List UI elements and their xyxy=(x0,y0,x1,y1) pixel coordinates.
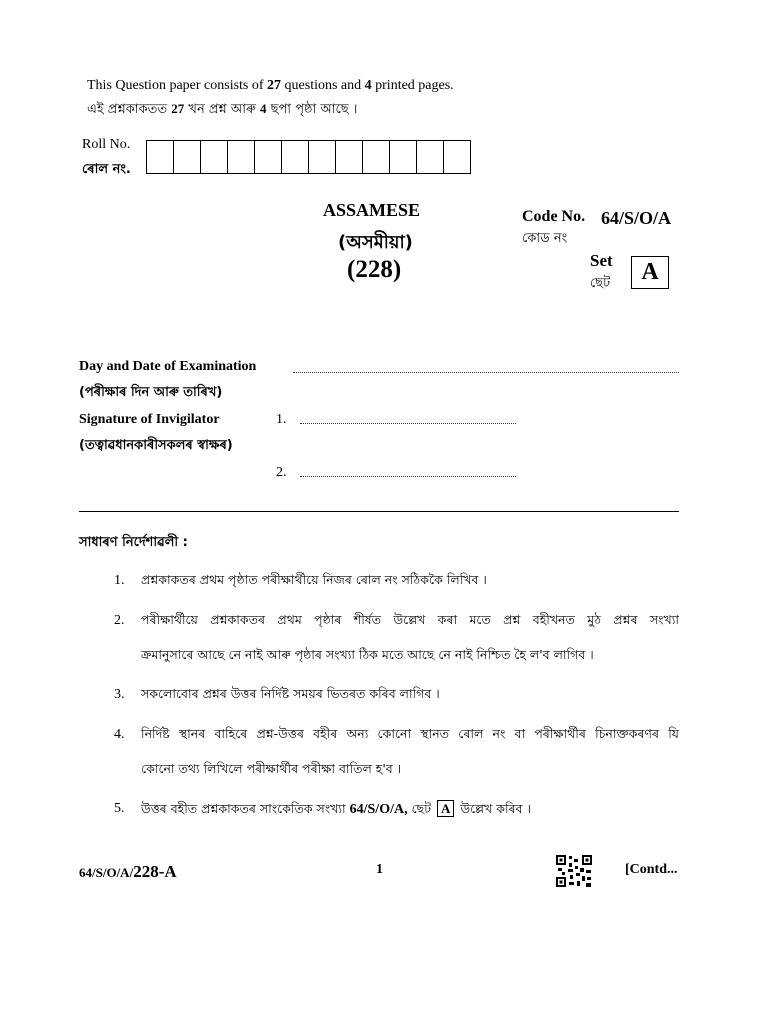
info-text: খন প্ৰশ্ন আৰু xyxy=(184,102,260,117)
subject-name: ASSAMESE xyxy=(323,200,421,220)
instruction-text: কোনো তথ্য লিখিলে পৰীক্ষাৰ্থীৰ পৰীক্ষা বাতিল হ'ব । xyxy=(141,761,402,776)
instruction-text: প্ৰশ্নকাকতৰ প্ৰথম পৃষ্ঠাত পৰীক্ষাৰ্থীয়ে নিজৰ ৰোল নং সঠিককৈ লিখিব । xyxy=(141,572,487,587)
set-value-box: A xyxy=(631,256,669,289)
instruction-number: 5. xyxy=(114,801,125,816)
roll-no-digit-box[interactable] xyxy=(255,141,282,173)
roll-no-digit-box[interactable] xyxy=(390,141,417,173)
roll-no-label: Roll No. xyxy=(82,137,131,152)
subject-name-assamese: (অসমীয়া) xyxy=(338,232,413,253)
roll-no-digit-box[interactable] xyxy=(282,141,309,173)
info-text: এই প্ৰশ্নকাকতত xyxy=(87,102,172,117)
exam-date-field[interactable] xyxy=(293,360,679,373)
invigilator-signature-label-assamese: (তত্বাৱধানকাৰীসকলৰ স্বাক্ষৰ) xyxy=(79,438,233,453)
code-no-label: Code No. xyxy=(522,208,586,225)
roll-no-digit-box[interactable] xyxy=(147,141,174,173)
instruction-text-part: উত্তৰ বহীত প্ৰশ্নকাকতৰ সাংকেতিক সংখ্যা xyxy=(141,801,350,816)
invigilator-signature-label: Signature of Invigilator xyxy=(79,412,220,427)
subject-code: (228) xyxy=(347,256,402,283)
roll-no-digit-box[interactable] xyxy=(336,141,363,173)
instruction-text: পৰীক্ষাৰ্থীয়ে প্ৰশ্নকাকতৰ প্ৰথম পৃষ্ঠাৰ শীৰ্ষত উল্লেখ কৰা মতে প্ৰশ্ন বহীখনত মুঠ প্ৰশ্নৰ সংখ্যা xyxy=(141,612,679,627)
instruction-number: 4. xyxy=(114,727,125,742)
instruction-number: 2. xyxy=(114,613,125,628)
questions-count: 27 xyxy=(171,101,185,116)
qr-code-icon xyxy=(555,854,593,888)
general-instructions-title: সাধাৰণ নিৰ্দেশাৱলী : xyxy=(79,535,188,550)
roll-no-digit-box[interactable] xyxy=(174,141,201,173)
info-text: ছপা পৃষ্ঠা আছে । xyxy=(266,102,358,117)
pages-count: 4 xyxy=(259,101,267,116)
info-text: questions and xyxy=(281,78,365,93)
code-no-label-assamese: কোড নং xyxy=(522,231,568,246)
instruction-text xyxy=(141,800,679,821)
footer-code-prefix: 64/S/O/A/ xyxy=(79,865,134,880)
exam-date-label: Day and Date of Examination xyxy=(79,359,257,374)
roll-no-digit-box[interactable] xyxy=(228,141,255,173)
instruction-text-part: ছেট xyxy=(407,801,435,816)
signature-1-number: 1. xyxy=(276,412,287,427)
instruction-number: 3. xyxy=(114,687,125,702)
info-text: This Question paper consists of xyxy=(87,78,268,93)
roll-no-boxes[interactable] xyxy=(146,140,471,174)
page-number: 1 xyxy=(376,862,383,877)
set-label: Set xyxy=(590,251,613,270)
roll-no-digit-box[interactable] xyxy=(309,141,336,173)
signature-2-number: 2. xyxy=(276,465,287,480)
instruction-code: 64/S/O/A, xyxy=(349,802,408,817)
footer-paper-code xyxy=(79,862,177,882)
roll-no-label-assamese: ৰোল নং. xyxy=(82,162,131,177)
roll-no-digit-box[interactable] xyxy=(417,141,444,173)
code-no-value: 64/S/O/A xyxy=(601,208,672,228)
question-paper-info xyxy=(87,78,454,94)
roll-no-digit-box[interactable] xyxy=(201,141,228,173)
instruction-text: ক্ৰমানুসাৰে আছে নে নাই আৰু পৃষ্ঠাৰ সংখ্যা ঠিক মতে আছে নে নাই নিশ্চিত হৈ ল'ব লাগিব । xyxy=(141,647,594,662)
questions-count: 27 xyxy=(267,78,282,93)
roll-no-digit-box[interactable] xyxy=(363,141,390,173)
signature-1-field[interactable] xyxy=(300,413,516,424)
instruction-text: সকলোবোৰ প্ৰশ্নৰ উত্তৰ নিৰ্দিষ্ট সময়ৰ ভিতৰত কৰিব লাগিব । xyxy=(141,686,440,701)
pages-count: 4 xyxy=(364,78,372,93)
continued-label: [Contd... xyxy=(625,862,678,877)
info-text: printed pages. xyxy=(371,78,454,93)
roll-no-digit-box[interactable] xyxy=(444,141,471,173)
instruction-number: 1. xyxy=(114,573,125,588)
instruction-set-box: A xyxy=(437,800,454,817)
instruction-text-part: উল্লেখ কৰিব । xyxy=(456,801,531,816)
set-label-assamese: ছেট xyxy=(590,276,611,291)
exam-date-label-assamese: (পৰীক্ষাৰ দিন আৰু তাৰিখ) xyxy=(79,385,223,400)
footer-code-suffix: 228-A xyxy=(133,862,177,881)
signature-2-field[interactable] xyxy=(300,466,516,477)
question-paper-info-assamese xyxy=(87,100,357,121)
divider xyxy=(79,511,679,512)
instruction-text: নিৰ্দিষ্ট স্থানৰ বাহিৰে প্ৰশ্ন-উত্তৰ বহীৰ অন্য কোনো স্থানত ৰোল নং বা পৰীক্ষাৰ্থীৰ চিনাক্তকৰণৰ যি xyxy=(141,726,679,741)
